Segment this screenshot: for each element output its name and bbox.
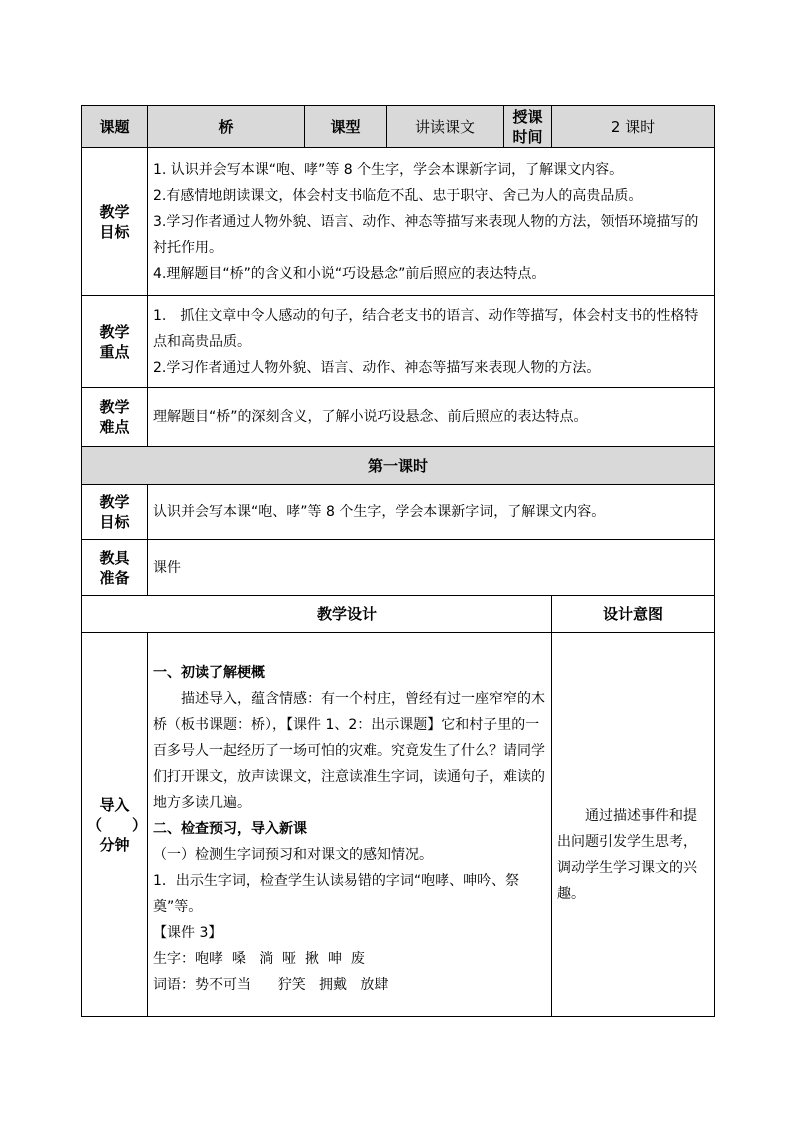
- difficulties-row: [82, 388, 715, 447]
- first-lesson-goal-label-line2: 目标: [99, 513, 130, 531]
- difficulties-label: [82, 388, 148, 447]
- design-column-header: 教学设计: [82, 596, 552, 633]
- design-content-row: [82, 633, 715, 1017]
- sub-section-1: （一）检测生字词预习和对课文的感知情况。: [153, 846, 433, 863]
- goal-item-3: 3.学习作者通过人物外貌、语言、动作、神态等描写来表现人物的方法，领悟环境描写的衬托作用。: [153, 213, 699, 256]
- stage-label: [82, 633, 148, 1017]
- key-points-label-line1: 教学: [99, 322, 130, 341]
- first-lesson-title: 第一课时: [82, 447, 715, 485]
- goals-row: [82, 148, 715, 296]
- first-lesson-title-row: [82, 447, 715, 485]
- design-header-row: [82, 596, 715, 633]
- stage-label-line1: 导入: [99, 795, 130, 814]
- difficulties-content: [148, 388, 715, 447]
- difficulties-label-line2: 难点: [99, 418, 130, 436]
- type-label: 课型: [305, 106, 387, 148]
- intent-content: [552, 633, 715, 1017]
- difficulties-label-line1: 教学: [99, 398, 130, 416]
- goals-label: [82, 148, 148, 296]
- goal-item-1: 1. 认识并会写本课“咆、哮”等 8 个生字，学会本课新字词，了解课文内容。: [153, 161, 624, 178]
- intent-column-header: 设计意图: [552, 596, 715, 633]
- key-points-content: [148, 296, 715, 388]
- goals-label-line2: 目标: [99, 222, 130, 241]
- key-points-label-line2: 重点: [99, 342, 130, 361]
- design-content: [148, 633, 552, 1017]
- goals-content: [148, 148, 715, 296]
- goal-item-4: 4.理解题目“桥”的含义和小说“巧设悬念”前后照应的表达特点。: [153, 265, 546, 282]
- stage-label-line2: （ ）: [87, 815, 148, 834]
- characters-line: 生字：咆哮 嗓 淌 哑 揪 呻 废: [153, 950, 365, 967]
- key-points-row: [82, 296, 715, 388]
- difficulties-text: 理解题目“桥”的深刻含义，了解小说巧设悬念、前后照应的表达特点。: [153, 409, 588, 425]
- goals-label-line1: 教学: [99, 202, 130, 221]
- stage-label-line3: 分钟: [99, 835, 130, 854]
- section2-title: 二、检查预习，导入新课: [153, 820, 307, 837]
- step-1: 1．出示生字词，检查学生认读易错的字词“咆哮、呻吟、祭奠”等。: [153, 872, 520, 915]
- first-lesson-goal-label: [82, 485, 148, 540]
- key-points-label: [82, 296, 148, 388]
- first-lesson-goal-content: [148, 485, 715, 540]
- section1-title: 一、初读了解梗概: [153, 664, 265, 681]
- topic-value: 桥: [148, 106, 305, 148]
- teaching-aids-label: [82, 540, 148, 596]
- type-value: 讲读课文: [387, 106, 504, 148]
- teaching-aids-content: [148, 540, 715, 596]
- topic-label: 课题: [82, 106, 148, 148]
- first-lesson-goal-label-line1: 教学: [99, 493, 130, 511]
- teaching-aids-row: [82, 540, 715, 596]
- time-label-line1: 授课: [512, 107, 543, 126]
- courseware-3: 【课件 3】: [153, 924, 223, 941]
- first-lesson-goal-text: 认识并会写本课“咆、哮”等 8 个生字，学会本课新字词，了解课文内容。: [153, 504, 606, 520]
- section1-paragraph: 描述导入，蕴含情感：有一个村庄，曾经有过一座窄窄的木桥（板书课题：桥），【课件 1、2：出示课题】它和村子里的一百多号人一起经历了一场可怕的灾难。究竟发生了什么？请同学们打开课文，放声读课文，注意读准生字词，读通句子，难读的地方多读几遍。: [153, 690, 545, 811]
- key-point-item-1: 1. 抓住文章中令人感动的句子，结合老支书的语言、动作等描写，体会村支书的性格特点和高贵品质。: [153, 307, 699, 350]
- key-point-item-2: 2.学习作者通过人物外貌、语言、动作、神态等描写来表现人物的方法。: [153, 359, 601, 376]
- words-line: 词语：势不可当 狞笑 拥戴 放肆: [153, 976, 389, 993]
- teaching-aids-text: 课件: [153, 559, 181, 576]
- first-lesson-goal-row: [82, 485, 715, 540]
- intent-text: 通过描述事件和提出问题引发学生思考，调动学生学习课文的兴趣。: [557, 807, 697, 902]
- header-row: [82, 106, 715, 148]
- time-label-line2: 时间: [512, 127, 543, 146]
- goal-item-2: 2.有感情地朗读课文，体会村支书临危不乱、忠于职守、舍己为人的高贵品质。: [153, 187, 643, 204]
- lesson-plan-table: [81, 105, 715, 1017]
- time-value: 2 课时: [552, 106, 715, 148]
- teaching-aids-label-line2: 准备: [99, 568, 130, 587]
- time-label: [504, 106, 552, 148]
- teaching-aids-label-line1: 教具: [99, 548, 130, 567]
